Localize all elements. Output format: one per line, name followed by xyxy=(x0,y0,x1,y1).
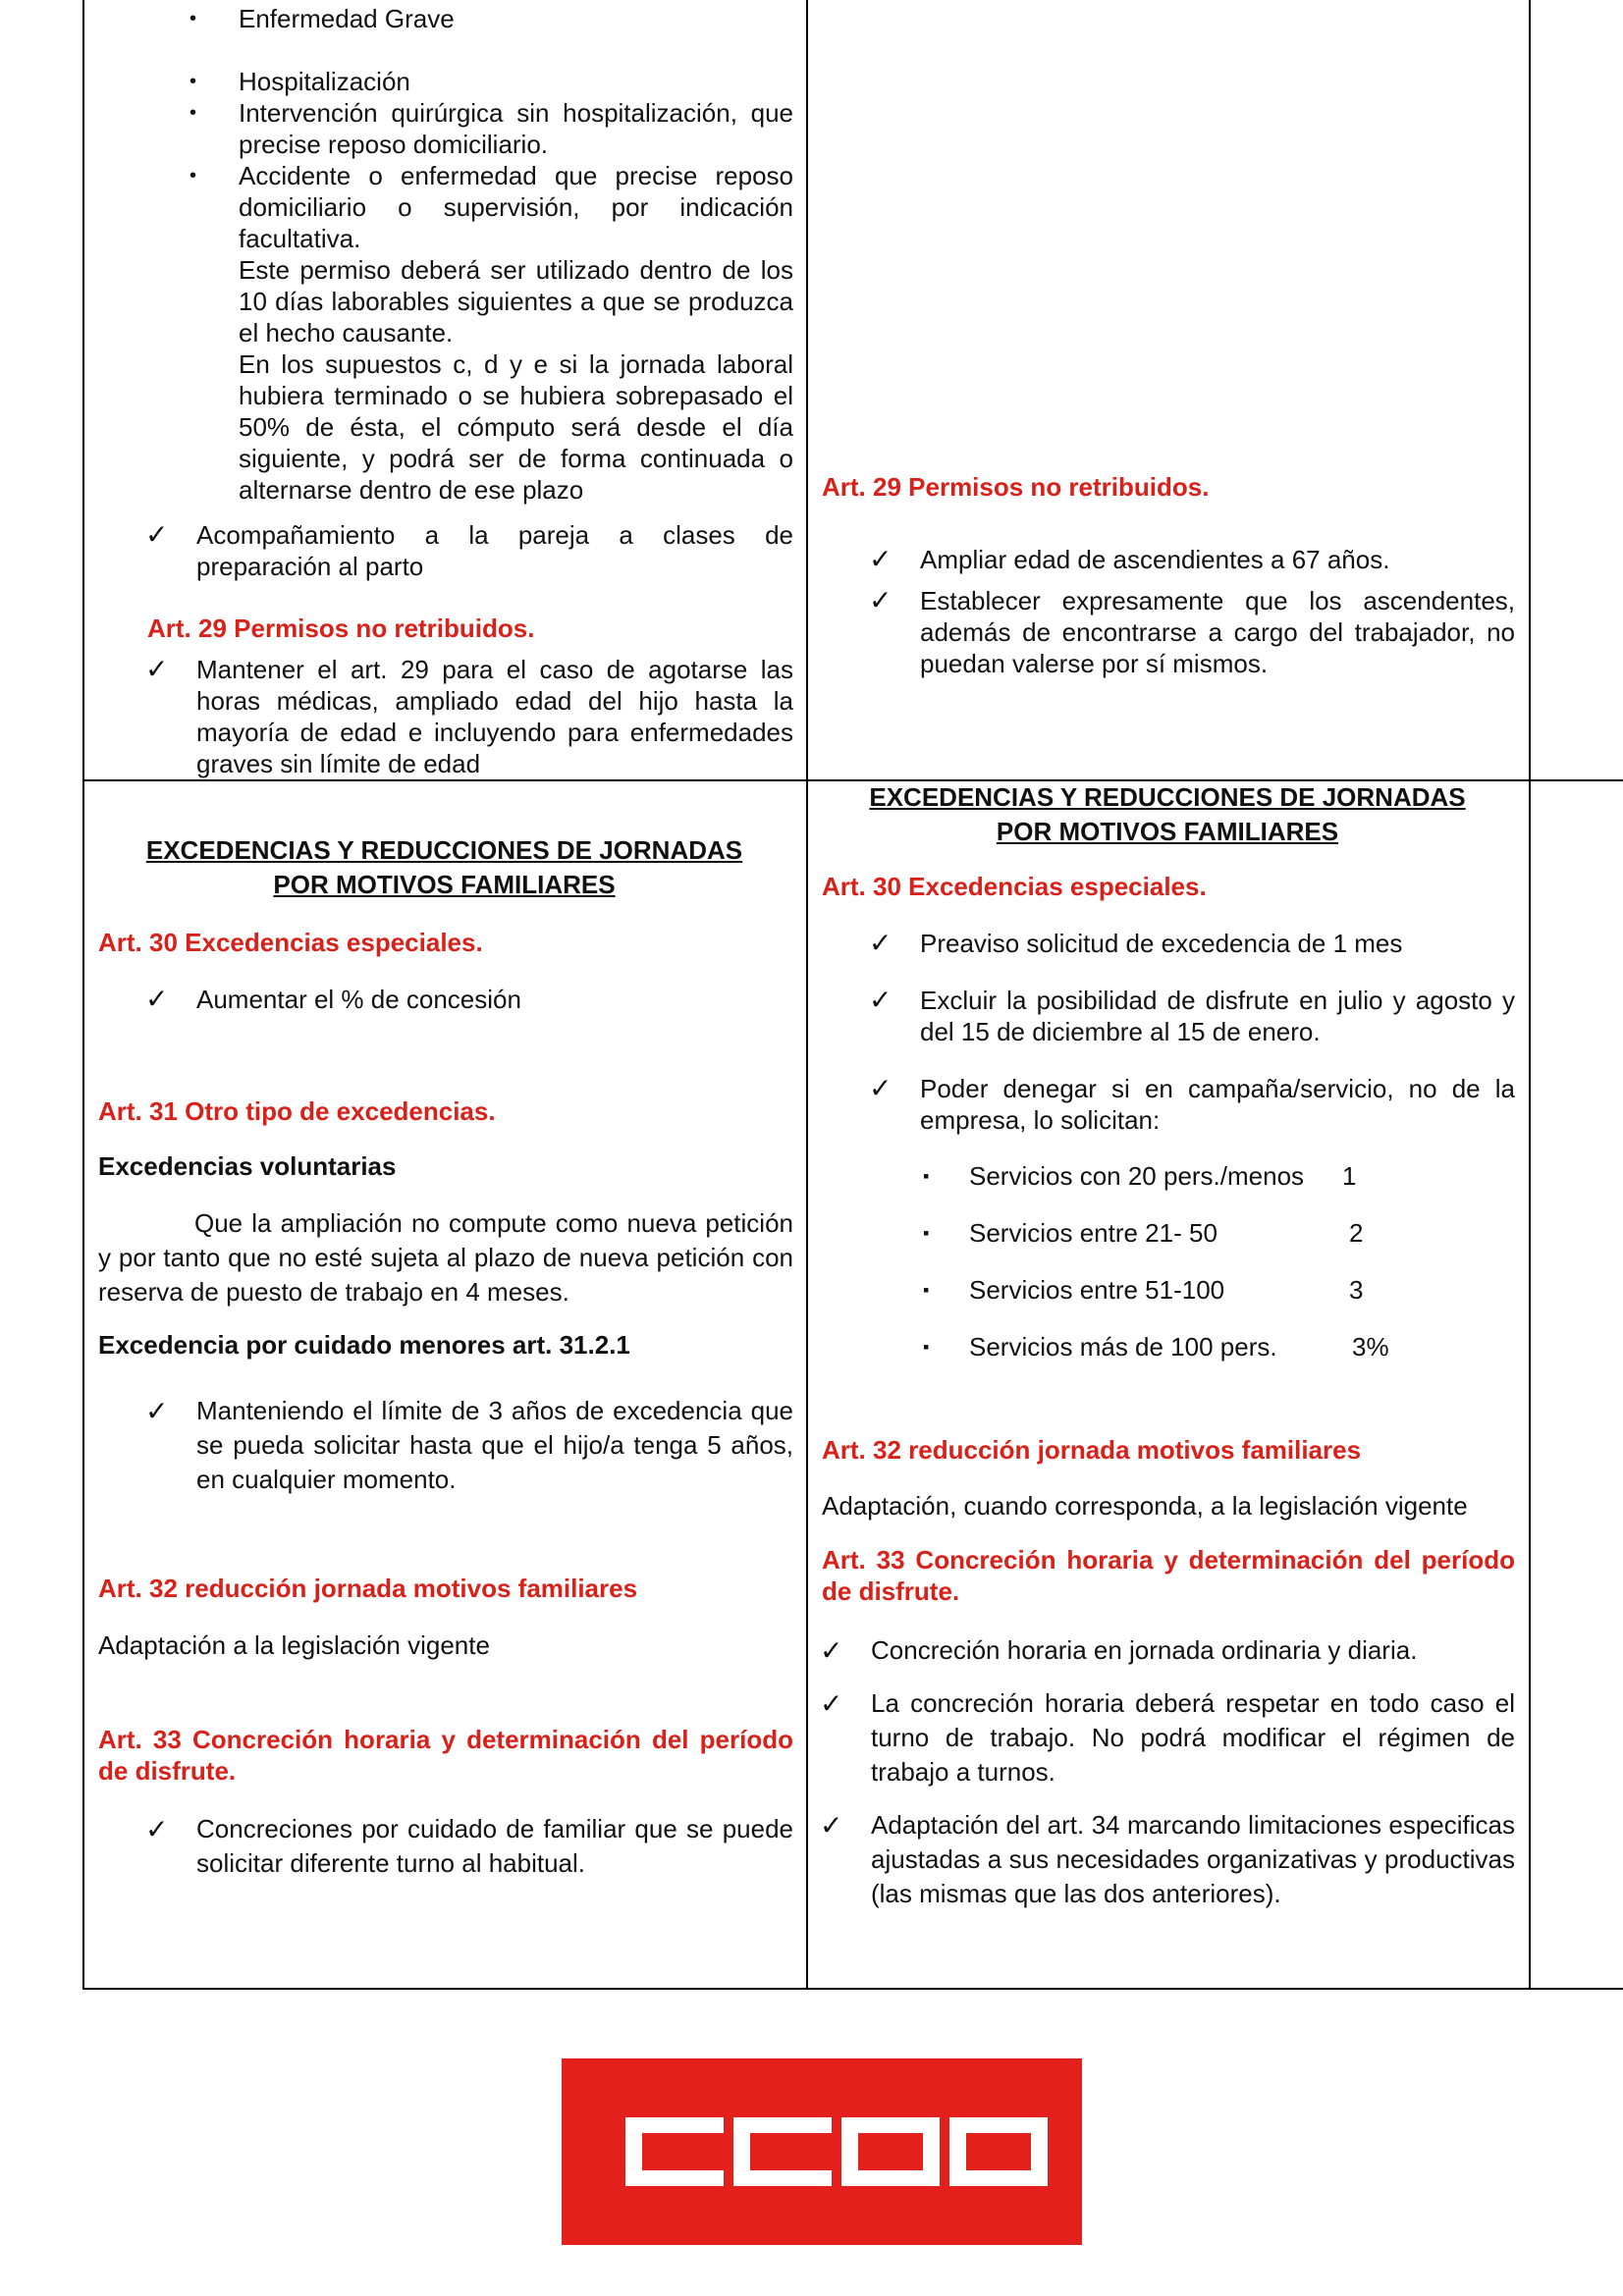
supuestos-paragraph: En los supuestos c, d y e si la jornada laboral hubiera terminado o se hubiera sobrepasado el 50% de ésta, el cómputo será desde el día siguiente, y podrá ser de forma continuada o alternarse dentro de ese plazo xyxy=(239,349,793,505)
section-title-line: EXCEDENCIAS Y REDUCCIONES DE JORNADAS xyxy=(145,835,743,865)
list-item-text: Aumentar el % de concesión xyxy=(196,985,521,1014)
section-title-line: EXCEDENCIAS Y REDUCCIONES DE JORNADAS xyxy=(869,782,1466,812)
right-art30-list xyxy=(869,928,1515,1136)
list-item-text: Poder denegar si en campaña/servicio, no de la empresa, lo solicitan: xyxy=(920,1074,1515,1135)
servicio-label: Servicios entre 51-100 xyxy=(969,1275,1225,1305)
right-art33-list xyxy=(820,1633,1515,1911)
list-item xyxy=(189,66,793,97)
check-icon: ✓ xyxy=(869,544,893,574)
section-title-line: POR MOTIVOS FAMILIARES xyxy=(996,817,1339,846)
table-border-left xyxy=(82,0,84,1990)
list-item-text: La concreción horaria deberá respetar en todo caso el turno de trabajo. No podrá modificar el régimen de trabajo a turnos. xyxy=(871,1688,1515,1787)
right-art30-heading: Art. 30 Excedencias especiales. xyxy=(822,872,1207,901)
table-border-middle xyxy=(806,0,808,1990)
check-icon: ✓ xyxy=(820,1810,843,1841)
ccoo-logo xyxy=(562,2058,1082,2245)
plazo-paragraph: Este permiso deberá ser utilizado dentro de los 10 días laborables siguientes a que se produzca el hecho causante. xyxy=(239,255,793,347)
list-item xyxy=(869,544,1515,575)
list-item xyxy=(869,985,1515,1047)
list-item xyxy=(189,160,793,254)
menores-heading: Excedencia por cuidado menores art. 31.2.1 xyxy=(98,1330,630,1360)
check-icon: ✓ xyxy=(869,985,893,1015)
right-art33-heading: Art. 33 Concreción horaria y determinación del período de disfrute. xyxy=(822,1545,1515,1606)
list-item-text: Establecer expresamente que los ascendentes, además de encontrarse a cargo del trabajador, no puedan valerse por sí mismos. xyxy=(920,586,1515,678)
list-item xyxy=(820,1633,1515,1668)
list-item-text: Hospitalización xyxy=(239,67,410,96)
check-icon: ✓ xyxy=(145,654,169,684)
voluntarias-paragraph: Que la ampliación no compute como nueva petición y por tanto que no esté sujeta al plazo de nueva petición con reserva de puesto de trabajo en 4 meses. xyxy=(98,1208,793,1307)
servicio-label: Servicios entre 21- 50 xyxy=(969,1218,1217,1248)
list-item xyxy=(923,1217,1480,1274)
servicio-label: Servicios con 20 pers./menos xyxy=(969,1161,1305,1191)
check-icon: ✓ xyxy=(820,1635,843,1666)
list-item xyxy=(923,1274,1480,1331)
right-art29-heading: Art. 29 Permisos no retribuidos. xyxy=(822,472,1210,502)
left-art32-heading: Art. 32 reducción jornada motivos familiares xyxy=(98,1574,638,1603)
list-item xyxy=(189,3,793,34)
left-art33-item xyxy=(145,1812,793,1881)
servicios-list xyxy=(923,1160,1480,1388)
left-art32-text: Adaptación a la legislación vigente xyxy=(98,1630,490,1660)
bullet-icon: • xyxy=(189,71,197,92)
square-bullet-icon: ▪ xyxy=(923,1337,930,1357)
list-item xyxy=(923,1160,1480,1217)
right-art29-list xyxy=(869,544,1515,679)
list-item-text: Preaviso solicitud de excedencia de 1 mes xyxy=(920,929,1403,958)
list-item-text: Acompañamiento a la pareja a clases de preparación al parto xyxy=(196,520,793,581)
menores-item xyxy=(145,1394,793,1497)
left-art31-heading: Art. 31 Otro tipo de excedencias. xyxy=(98,1096,496,1126)
servicio-label: Servicios más de 100 pers. xyxy=(969,1332,1277,1362)
table-border-right xyxy=(1529,0,1531,1990)
left-art29-item xyxy=(145,654,793,779)
bullet-icon: • xyxy=(189,8,197,29)
acompanamiento-item xyxy=(145,519,793,582)
left-bullet-list xyxy=(189,3,793,506)
list-item xyxy=(869,928,1515,959)
list-item xyxy=(820,1686,1515,1789)
bullet-icon: • xyxy=(189,165,197,187)
list-item xyxy=(869,585,1515,679)
check-icon: ✓ xyxy=(869,1073,893,1103)
excedencias-voluntarias-heading: Excedencias voluntarias xyxy=(98,1151,397,1181)
servicio-value: 2 xyxy=(1349,1218,1364,1248)
list-item-text: Accidente o enfermedad que precise reposo domiciliario o supervisión, por indicación facultativa. xyxy=(239,161,793,253)
check-icon: ✓ xyxy=(145,1396,169,1426)
check-icon: ✓ xyxy=(869,585,893,615)
left-art30-heading: Art. 30 Excedencias especiales. xyxy=(98,928,483,957)
list-item-text: Excluir la posibilidad de disfrute en julio y agosto y del 15 de diciembre al 15 de enero. xyxy=(920,986,1515,1046)
list-item-text: Manteniendo el límite de 3 años de excedencia que se pueda solicitar hasta que el hijo/a tenga 5 años, en cualquier momento. xyxy=(196,1396,793,1494)
square-bullet-icon: ▪ xyxy=(923,1280,930,1300)
bullet-icon: • xyxy=(189,102,197,124)
section-title-line: POR MOTIVOS FAMILIARES xyxy=(273,870,616,899)
left-art33-heading: Art. 33 Concreción horaria y determinación del período de disfrute. xyxy=(98,1725,793,1786)
right-art32-heading: Art. 32 reducción jornada motivos familiares xyxy=(822,1435,1362,1465)
list-item xyxy=(869,1073,1515,1136)
list-item-text: Enfermedad Grave xyxy=(239,4,455,33)
square-bullet-icon: ▪ xyxy=(923,1166,930,1186)
list-item xyxy=(820,1808,1515,1911)
servicio-value: 3 xyxy=(1349,1275,1364,1305)
left-art29-heading: Art. 29 Permisos no retribuidos. xyxy=(147,614,535,643)
list-item xyxy=(923,1331,1480,1388)
check-icon: ✓ xyxy=(145,1814,169,1844)
list-item-text: Concreción horaria en jornada ordinaria y diaria. xyxy=(871,1635,1418,1665)
list-item-text: Intervención quirúrgica sin hospitalización, que precise reposo domiciliario. xyxy=(239,98,793,159)
servicio-value: 3% xyxy=(1352,1332,1389,1362)
check-icon: ✓ xyxy=(145,519,169,550)
left-art30-item xyxy=(145,984,793,1015)
square-bullet-icon: ▪ xyxy=(923,1223,930,1243)
list-item-text: Adaptación del art. 34 marcando limitaciones especificas ajustadas a sus necesidades organizativas y productivas (las mismas que las dos anteriores). xyxy=(871,1810,1515,1908)
list-item xyxy=(189,97,793,160)
list-item-text: Concreciones por cuidado de familiar que se puede solicitar diferente turno al habitual. xyxy=(196,1814,793,1878)
left-section-title xyxy=(82,833,806,902)
right-section-title xyxy=(806,780,1529,849)
check-icon: ✓ xyxy=(145,984,169,1014)
table-border-bottom xyxy=(82,1988,1623,1990)
check-icon: ✓ xyxy=(820,1688,843,1719)
servicio-value: 1 xyxy=(1342,1161,1357,1191)
list-item-text: Mantener el art. 29 para el caso de agotarse las horas médicas, ampliado edad del hijo hasta la mayoría de edad e incluyendo para enfermedades graves sin límite de edad xyxy=(196,655,793,778)
right-art32-text: Adaptación, cuando corresponda, a la legislación vigente xyxy=(822,1491,1468,1521)
ccoo-logo-letters xyxy=(562,2058,1082,2245)
check-icon: ✓ xyxy=(869,928,893,958)
list-item-text: Ampliar edad de ascendientes a 67 años. xyxy=(920,545,1390,574)
